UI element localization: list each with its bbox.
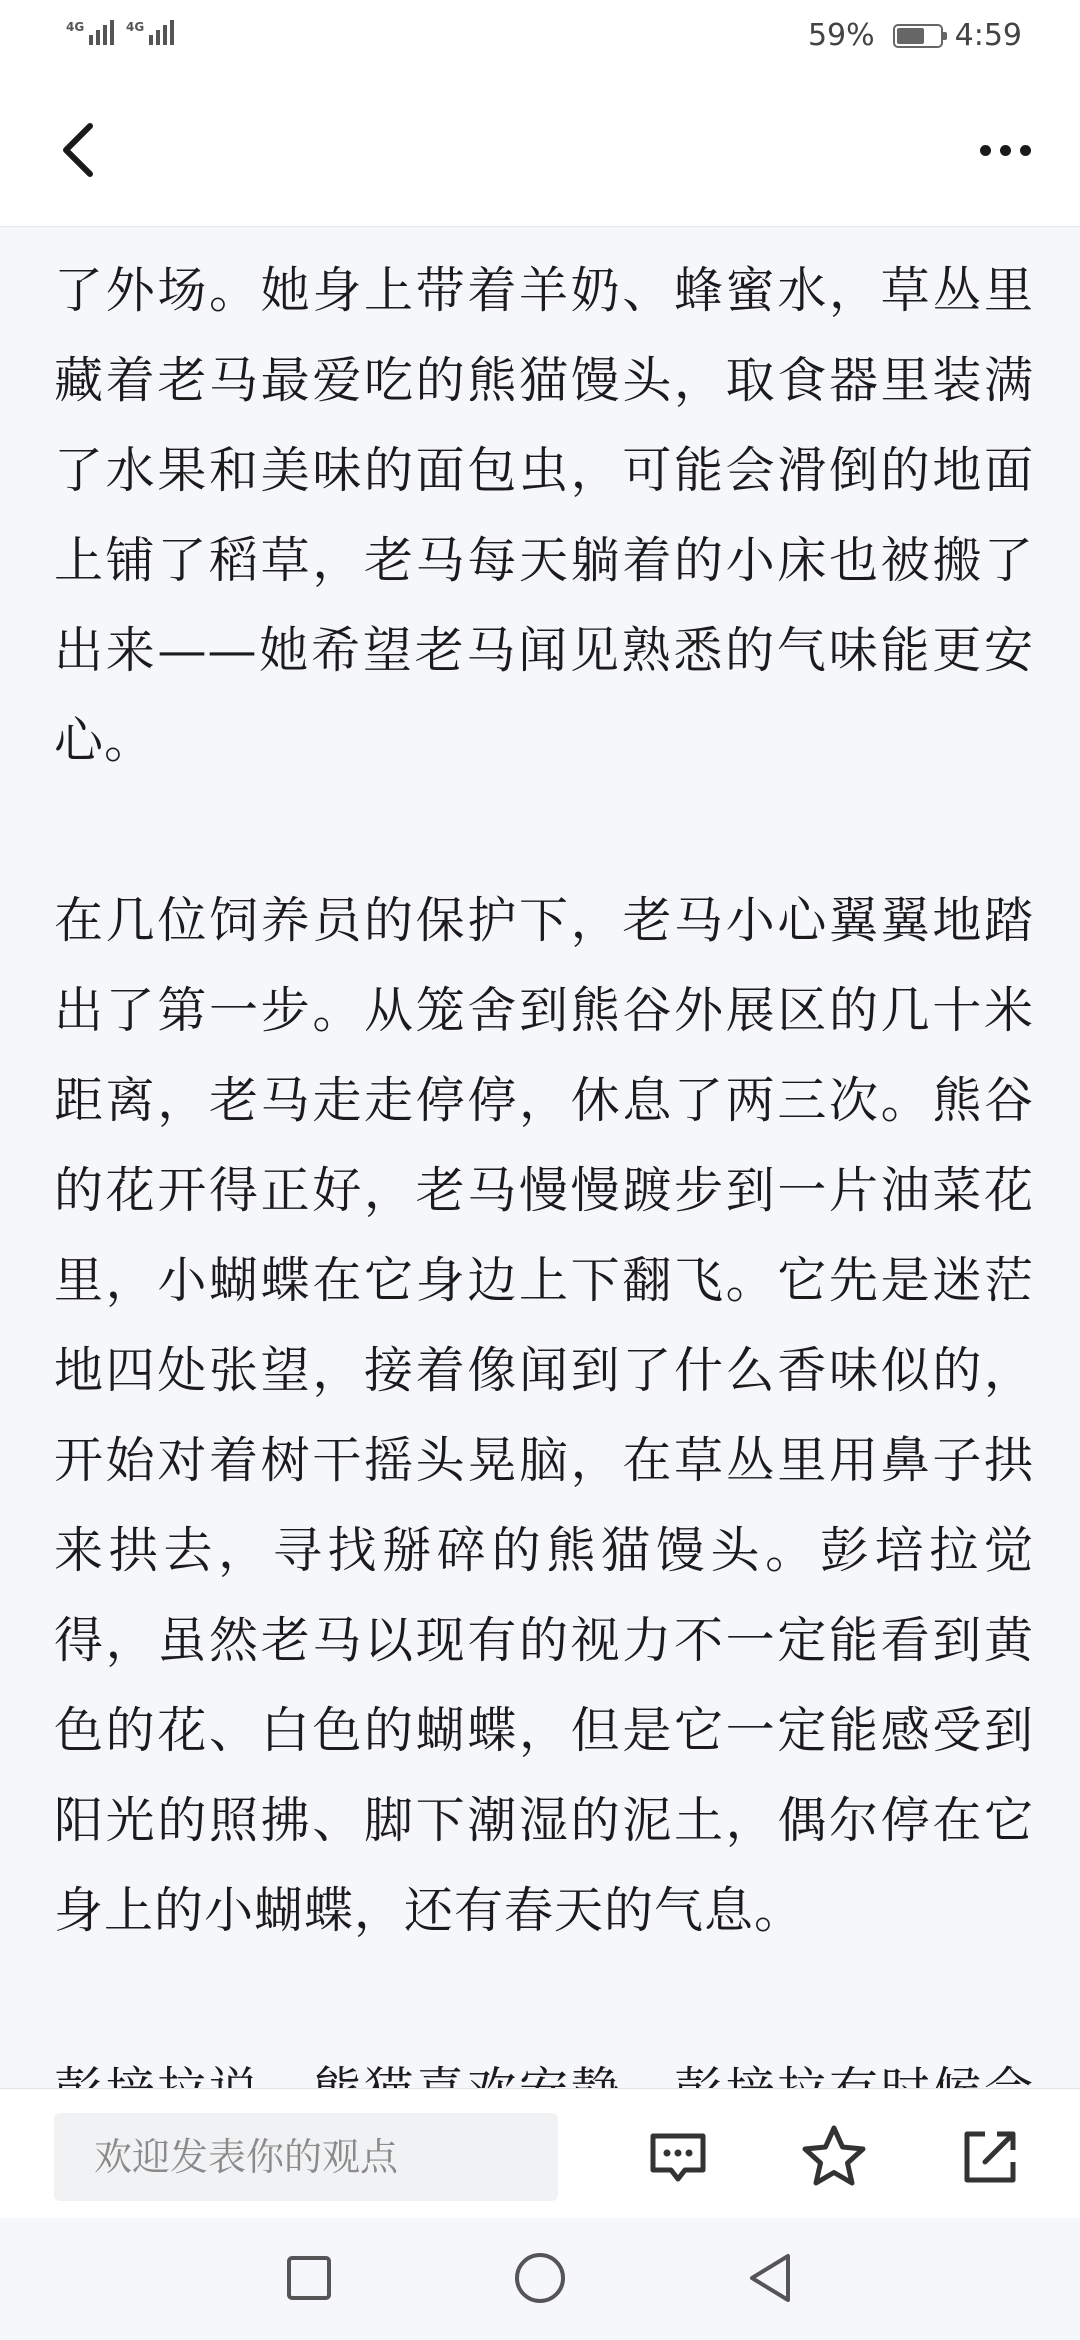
battery-icon — [893, 24, 943, 48]
share-button[interactable] — [950, 2113, 1030, 2201]
chevron-left-icon — [40, 110, 120, 190]
circle-icon — [512, 2250, 568, 2306]
status-bar — [0, 0, 1080, 74]
clock: 4:59 — [954, 18, 1022, 53]
header — [0, 74, 1080, 227]
back-button[interactable] — [40, 110, 120, 190]
network-type-1: 4G — [66, 20, 85, 34]
system-back-button[interactable] — [735, 2248, 805, 2308]
navigation-bar — [0, 2218, 1080, 2340]
status-right — [808, 18, 1022, 53]
recent-apps-button[interactable] — [274, 2248, 344, 2308]
triangle-back-icon — [744, 2250, 796, 2306]
comment-button[interactable] — [638, 2113, 718, 2201]
network-type-2: 4G — [126, 20, 145, 34]
article-paragraph: 了外场。她身上带着羊奶、蜂蜜水，草丛里藏着老马最爱吃的熊猫馒头，取食器里装满了水果和美味的面包虫，可能会滑倒的地面上铺了稻草，老马每天躺着的小床也被搬了出来——她希望老马闻见熟悉的气味能更安心。 — [54, 262, 1034, 769]
favorite-button[interactable] — [794, 2113, 874, 2201]
battery-percent: 59% — [807, 18, 875, 53]
more-dot-icon — [1000, 145, 1011, 156]
more-dot-icon — [1020, 145, 1031, 156]
comment-input[interactable] — [54, 2113, 558, 2201]
signal-2-icon — [126, 20, 174, 45]
comment-icon — [645, 2124, 711, 2190]
square-icon — [284, 2253, 334, 2303]
article-paragraph: 在几位饲养员的保护下，老马小心翼翼地踏出了第一步。从笼舍到熊谷外展区的几十米距离，老马走走停停，休息了两三次。熊谷的花开得正好，老马慢慢踱步到一片油菜花里，小蝴蝶在它身边上下翻飞。它先是迷茫地四处张望，接着像闻到了什么香味似的，开始对着树干摇头晃脑，在草丛里用鼻子拱来拱去，寻找掰碎的熊猫馒头。彭培拉觉得，虽然老马以现有的视力不一定能看到黄色的花、白色的蝴蝶，但是它一定能感受到阳光的照拂、脚下潮湿的泥土，偶尔停在它身上的小蝴蝶，还有春天的气息。 — [54, 892, 1034, 1939]
signal-1-icon — [66, 20, 114, 45]
star-icon — [799, 2122, 869, 2192]
share-icon — [957, 2124, 1023, 2190]
more-button[interactable] — [960, 110, 1050, 190]
article-body — [54, 246, 1034, 2086]
home-button[interactable] — [505, 2248, 575, 2308]
action-bar — [0, 2088, 1080, 2219]
more-dot-icon — [980, 145, 991, 156]
